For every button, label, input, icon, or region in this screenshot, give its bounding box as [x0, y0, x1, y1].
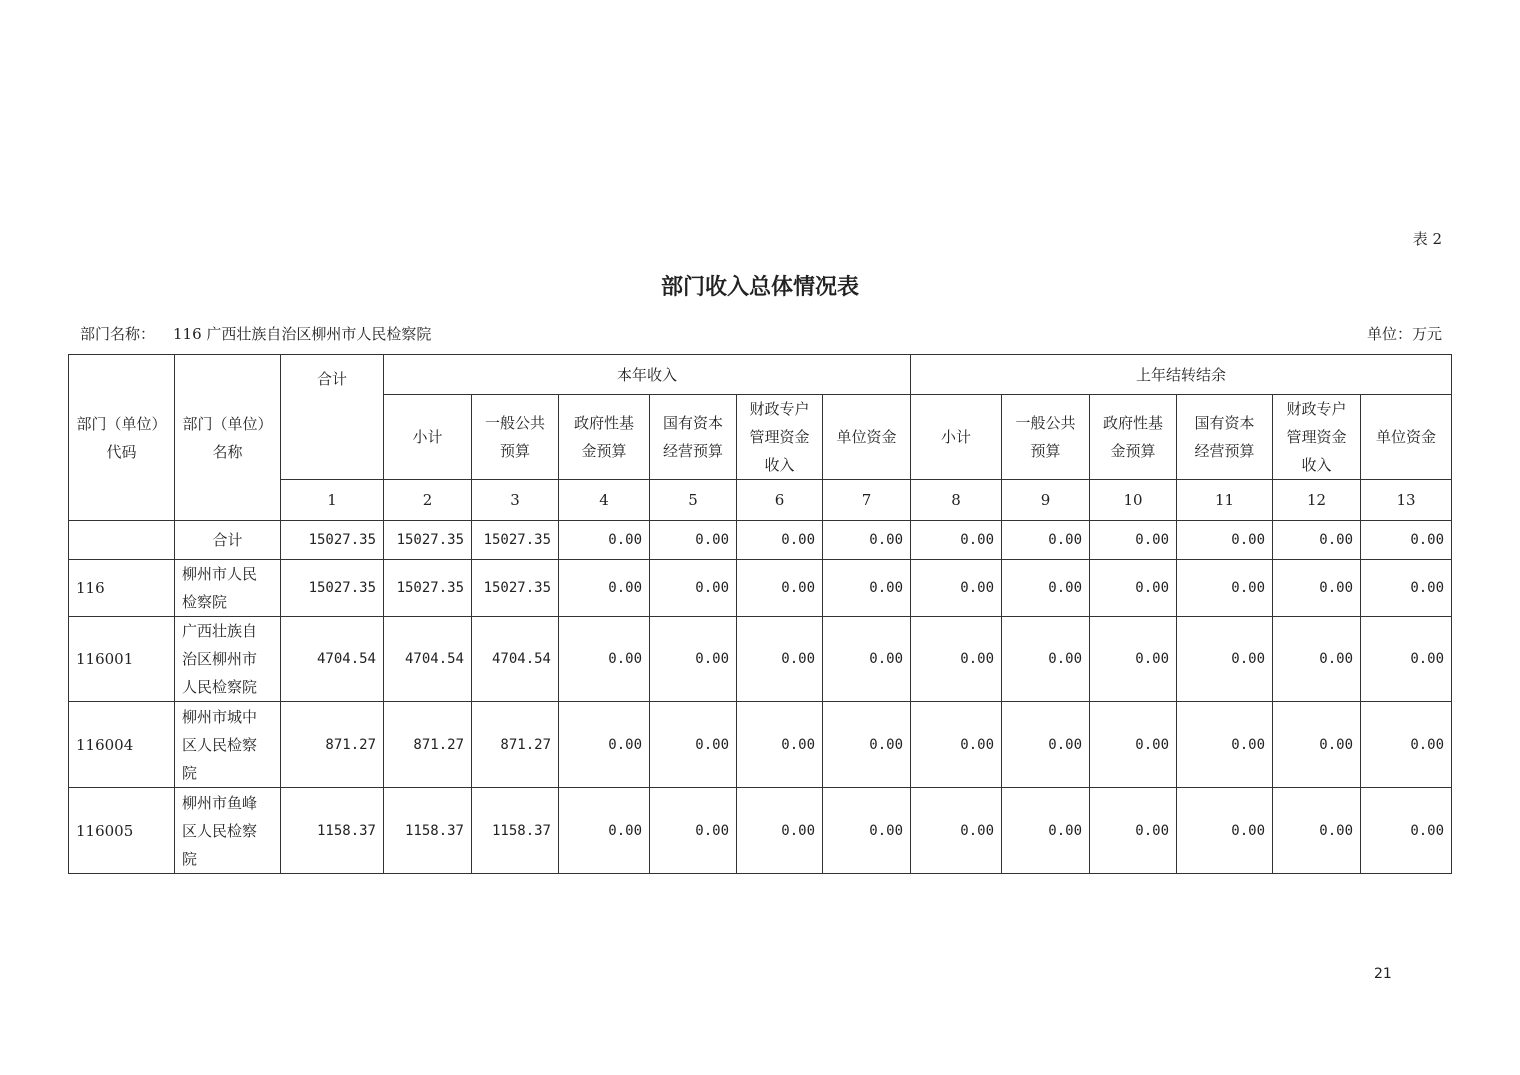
header-prior-col: 财政专户 管理资金 收入 — [1273, 395, 1361, 480]
row-value: 0.00 — [650, 560, 737, 617]
column-number: 13 — [1361, 480, 1452, 521]
row-value: 0.00 — [1361, 617, 1452, 702]
department-value: 116 广西壮族自治区柳州市人民检察院 — [173, 325, 432, 343]
row-value: 0.00 — [911, 560, 1002, 617]
table-number: 表 2 — [1412, 230, 1442, 248]
column-number: 9 — [1002, 480, 1090, 521]
row-value: 0.00 — [559, 617, 650, 702]
header-current-col: 单位资金 — [823, 395, 911, 480]
header-current-col: 国有资本 经营预算 — [650, 395, 737, 480]
row-name: 柳州市鱼峰 区人民检察 院 — [175, 788, 281, 874]
header-prior-col: 单位资金 — [1361, 395, 1452, 480]
header-prior-year: 上年结转结余 — [911, 355, 1452, 395]
column-number: 3 — [472, 480, 559, 521]
table-row — [69, 702, 1452, 788]
row-value: 0.00 — [1177, 521, 1273, 560]
row-code: 116005 — [69, 788, 175, 874]
row-value: 871.27 — [281, 702, 384, 788]
table-row — [69, 521, 1452, 560]
row-value: 0.00 — [1273, 702, 1361, 788]
table-row — [69, 788, 1452, 874]
row-value: 0.00 — [650, 521, 737, 560]
row-value: 0.00 — [911, 521, 1002, 560]
row-value: 0.00 — [823, 702, 911, 788]
column-number: 1 — [281, 480, 384, 521]
row-value: 4704.54 — [472, 617, 559, 702]
row-value: 0.00 — [559, 788, 650, 874]
row-value: 871.27 — [472, 702, 559, 788]
row-value: 0.00 — [1361, 560, 1452, 617]
row-value: 0.00 — [1273, 788, 1361, 874]
row-value: 0.00 — [1002, 788, 1090, 874]
row-code: 116 — [69, 560, 175, 617]
row-value: 0.00 — [823, 617, 911, 702]
row-value: 0.00 — [737, 702, 823, 788]
row-value: 0.00 — [1002, 702, 1090, 788]
column-number: 11 — [1177, 480, 1273, 521]
header-current-col: 财政专户 管理资金 收入 — [737, 395, 823, 480]
row-value: 4704.54 — [384, 617, 472, 702]
row-code: 116004 — [69, 702, 175, 788]
header-prior-col: 小计 — [911, 395, 1002, 480]
row-value: 0.00 — [911, 788, 1002, 874]
row-value: 0.00 — [1090, 702, 1177, 788]
row-value: 0.00 — [650, 788, 737, 874]
column-number: 2 — [384, 480, 472, 521]
row-code — [69, 521, 175, 560]
row-value: 0.00 — [823, 560, 911, 617]
row-value: 871.27 — [384, 702, 472, 788]
row-value: 0.00 — [1090, 521, 1177, 560]
page-number: 21 — [1374, 966, 1392, 982]
row-value: 15027.35 — [472, 560, 559, 617]
income-table — [68, 354, 1452, 874]
department-info — [80, 323, 431, 344]
row-value: 0.00 — [1361, 521, 1452, 560]
row-value: 0.00 — [1090, 788, 1177, 874]
header-current-col: 一般公共 预算 — [472, 395, 559, 480]
header-current-year: 本年收入 — [384, 355, 911, 395]
row-value: 0.00 — [1002, 521, 1090, 560]
row-value: 15027.35 — [384, 560, 472, 617]
row-value: 0.00 — [1273, 560, 1361, 617]
column-number: 12 — [1273, 480, 1361, 521]
header-code: 部门（单位） 代码 — [69, 355, 175, 521]
row-value: 0.00 — [823, 788, 911, 874]
row-value: 0.00 — [737, 560, 823, 617]
header-current-col: 政府性基 金预算 — [559, 395, 650, 480]
row-value: 0.00 — [737, 788, 823, 874]
row-name: 广西壮族自 治区柳州市 人民检察院 — [175, 617, 281, 702]
table-row — [69, 617, 1452, 702]
row-value: 0.00 — [1177, 788, 1273, 874]
row-value: 0.00 — [1090, 560, 1177, 617]
row-name: 柳州市城中 区人民检察 院 — [175, 702, 281, 788]
row-value: 0.00 — [737, 617, 823, 702]
row-name: 合计 — [175, 521, 281, 560]
row-value: 0.00 — [1361, 788, 1452, 874]
row-value: 0.00 — [1361, 702, 1452, 788]
row-value: 0.00 — [1002, 617, 1090, 702]
row-value: 0.00 — [1002, 560, 1090, 617]
column-number: 8 — [911, 480, 1002, 521]
header-name: 部门（单位） 名称 — [175, 355, 281, 521]
column-number: 4 — [559, 480, 650, 521]
row-value: 15027.35 — [472, 521, 559, 560]
row-name: 柳州市人民 检察院 — [175, 560, 281, 617]
row-value: 15027.35 — [281, 521, 384, 560]
column-number: 6 — [737, 480, 823, 521]
column-number: 5 — [650, 480, 737, 521]
row-value: 0.00 — [1090, 617, 1177, 702]
column-number: 10 — [1090, 480, 1177, 521]
row-value: 0.00 — [559, 702, 650, 788]
row-value: 15027.35 — [281, 560, 384, 617]
header-prior-col: 国有资本 经营预算 — [1177, 395, 1273, 480]
header-current-col: 小计 — [384, 395, 472, 480]
row-value: 0.00 — [1177, 560, 1273, 617]
header-total: 合计 — [281, 355, 384, 480]
row-value: 1158.37 — [384, 788, 472, 874]
row-value: 0.00 — [823, 521, 911, 560]
row-value: 0.00 — [650, 617, 737, 702]
page-title: 部门收入总体情况表 — [660, 275, 859, 300]
row-value: 0.00 — [650, 702, 737, 788]
row-value: 0.00 — [559, 521, 650, 560]
row-value: 0.00 — [911, 617, 1002, 702]
row-code: 116001 — [69, 617, 175, 702]
row-value: 0.00 — [737, 521, 823, 560]
header-prior-col: 政府性基 金预算 — [1090, 395, 1177, 480]
table-row — [69, 560, 1452, 617]
unit-label: 单位：万元 — [1366, 325, 1442, 343]
row-value: 0.00 — [911, 702, 1002, 788]
row-value: 0.00 — [1273, 521, 1361, 560]
row-value: 0.00 — [1177, 702, 1273, 788]
row-value: 15027.35 — [384, 521, 472, 560]
column-number: 7 — [823, 480, 911, 521]
row-value: 0.00 — [559, 560, 650, 617]
header-row-group — [69, 355, 1452, 395]
row-value: 0.00 — [1273, 617, 1361, 702]
department-label: 部门名称： — [80, 325, 156, 343]
row-value: 1158.37 — [281, 788, 384, 874]
row-value: 1158.37 — [472, 788, 559, 874]
row-value: 4704.54 — [281, 617, 384, 702]
header-prior-col: 一般公共 预算 — [1002, 395, 1090, 480]
row-value: 0.00 — [1177, 617, 1273, 702]
